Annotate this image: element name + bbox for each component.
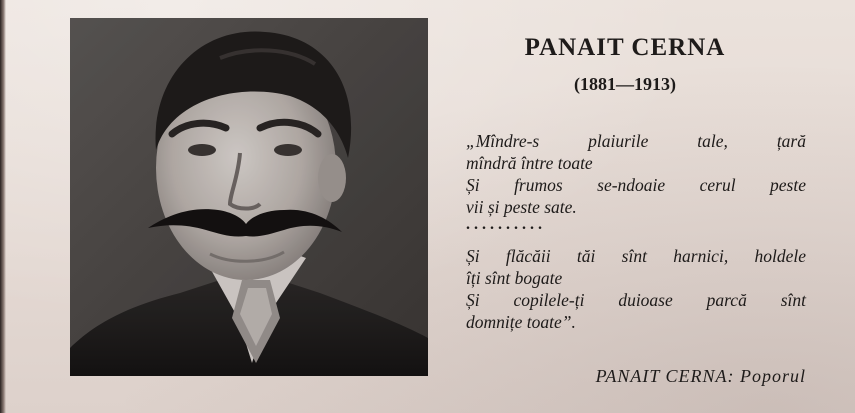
verse-line: mîndră între toate: [466, 153, 593, 173]
verse-line: Și copilele-ți duioase parcă sînt: [466, 290, 806, 310]
verse-line: Și flăcăii tăi sînt harnici, holdele: [466, 246, 806, 266]
page-binding-edge: [0, 0, 6, 413]
verse-line: îți sînt bogate: [466, 268, 563, 288]
verse-stanza-1: [466, 130, 806, 218]
poet-lifespan: (1881—1913): [574, 74, 676, 94]
verse-ellipsis: . . . . . . . . . .: [466, 216, 542, 233]
verse-line: vii și peste sate.: [466, 197, 577, 217]
verse-line: „Mîndre-s plaiurile tale, țară: [466, 131, 806, 151]
poet-name: PANAIT CERNA: [524, 34, 726, 61]
poem-attribution: PANAIT CERNA: Poporul: [595, 366, 806, 386]
verse-line: domnițe toate”.: [466, 312, 576, 332]
verse-stanza-2: [466, 245, 806, 333]
portrait-photo: [70, 18, 428, 376]
verse-line: Și frumos se-ndoaie cerul peste: [466, 175, 806, 195]
